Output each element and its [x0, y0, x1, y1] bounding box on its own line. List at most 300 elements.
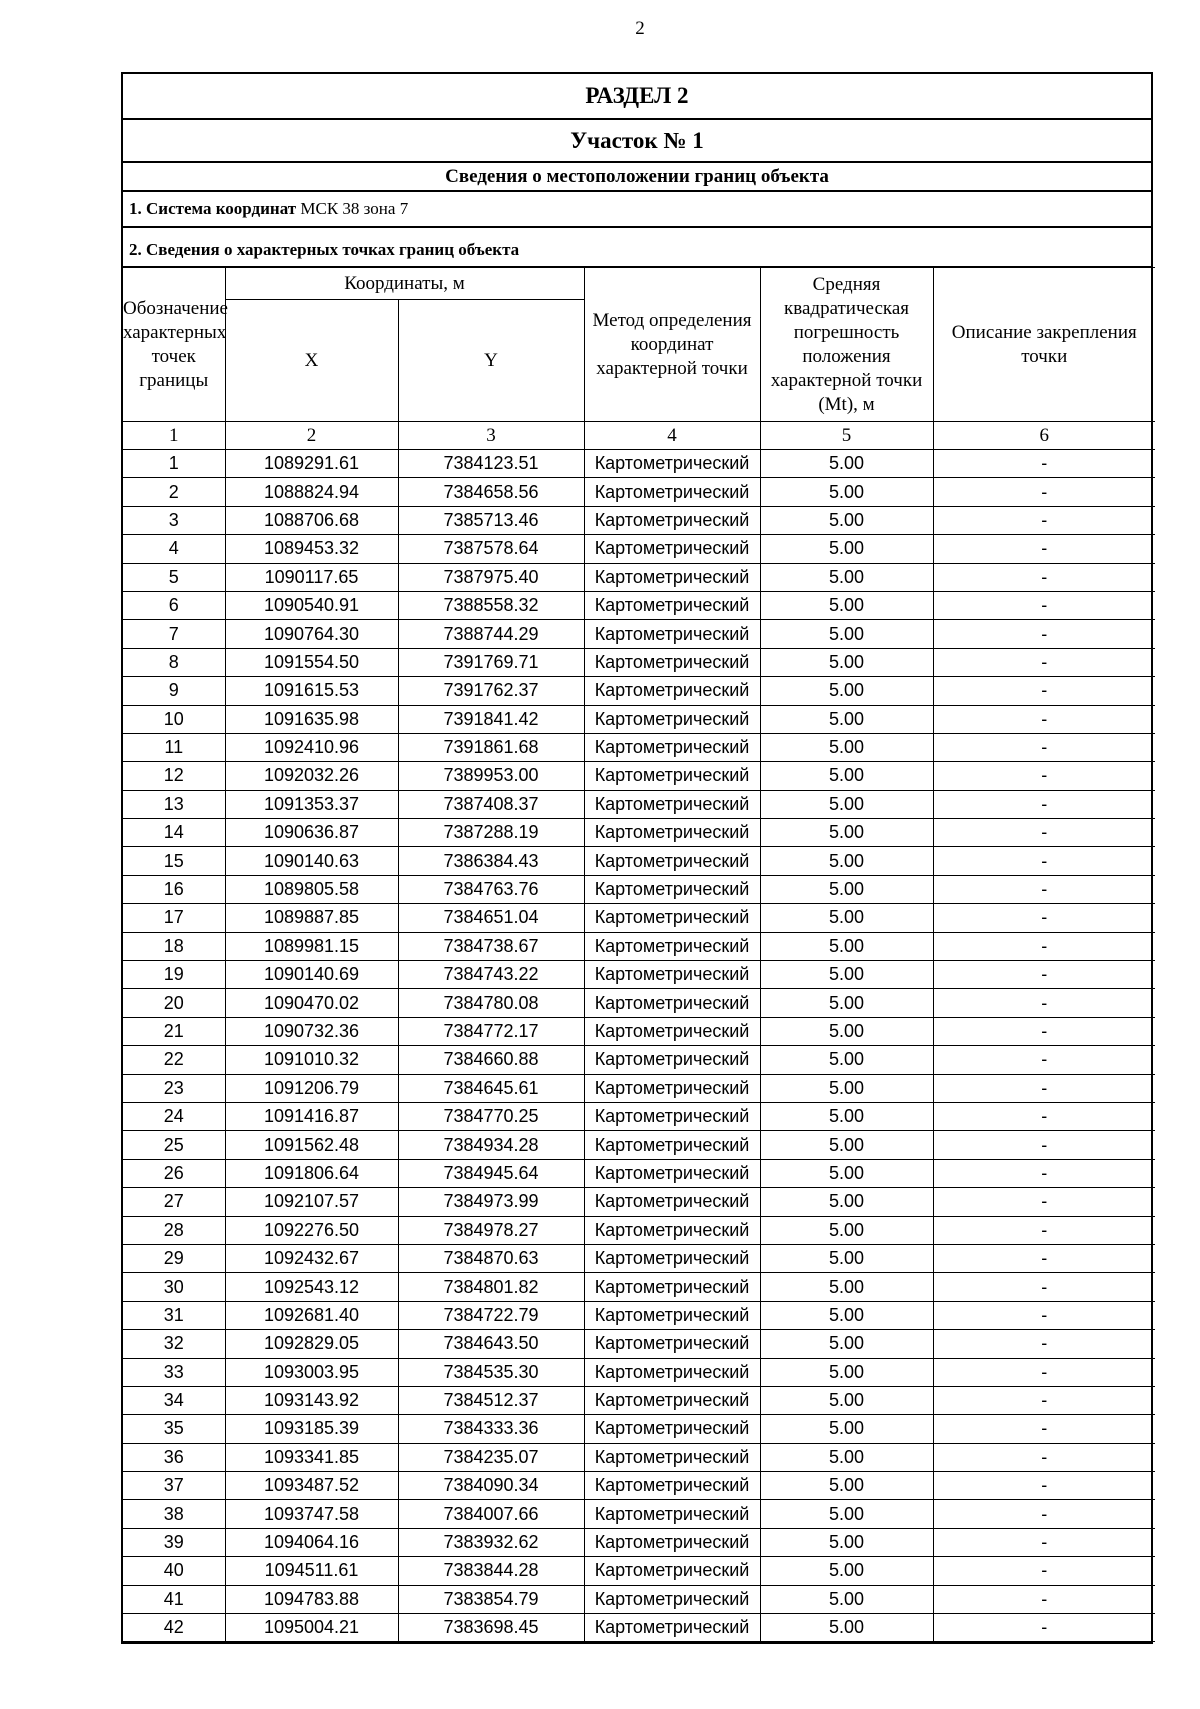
mt-value: 5.00	[760, 1102, 933, 1130]
mt-value: 5.00	[760, 1415, 933, 1443]
coord-x: 1089887.85	[225, 904, 398, 932]
mt-value: 5.00	[760, 762, 933, 790]
description: -	[933, 1244, 1155, 1272]
mt-value: 5.00	[760, 1301, 933, 1329]
point-number: 8	[123, 648, 225, 676]
mt-value: 5.00	[760, 535, 933, 563]
table-row	[123, 762, 1155, 790]
table-row	[123, 733, 1155, 761]
header-designation: Обозначение характерных точек границы	[123, 268, 225, 422]
table-row	[123, 1557, 1155, 1585]
point-number: 3	[123, 506, 225, 534]
coord-y: 7384643.50	[398, 1330, 584, 1358]
mt-value: 5.00	[760, 1017, 933, 1045]
coord-y: 7387578.64	[398, 535, 584, 563]
method: Картометрический	[584, 819, 760, 847]
mt-value: 5.00	[760, 1358, 933, 1386]
table-row	[123, 1017, 1155, 1045]
description: -	[933, 819, 1155, 847]
table-row	[123, 1358, 1155, 1386]
coord-x: 1091010.32	[225, 1046, 398, 1074]
table-row	[123, 620, 1155, 648]
table-row	[123, 1301, 1155, 1329]
point-number: 29	[123, 1244, 225, 1272]
description: -	[933, 620, 1155, 648]
method: Картометрический	[584, 478, 760, 506]
coord-y: 7383932.62	[398, 1528, 584, 1556]
mt-value: 5.00	[760, 1614, 933, 1642]
coord-y: 7383844.28	[398, 1557, 584, 1585]
description: -	[933, 1074, 1155, 1102]
point-number: 11	[123, 733, 225, 761]
coord-y: 7384090.34	[398, 1472, 584, 1500]
coord-x: 1093003.95	[225, 1358, 398, 1386]
point-number: 34	[123, 1386, 225, 1414]
coord-y: 7384738.67	[398, 932, 584, 960]
description: -	[933, 733, 1155, 761]
method: Картометрический	[584, 1301, 760, 1329]
mt-value: 5.00	[760, 620, 933, 648]
coord-x: 1091416.87	[225, 1102, 398, 1130]
boundary-points-table	[123, 267, 1155, 1642]
method: Картометрический	[584, 961, 760, 989]
table-row	[123, 1074, 1155, 1102]
description: -	[933, 705, 1155, 733]
coord-x: 1091554.50	[225, 648, 398, 676]
point-number: 16	[123, 875, 225, 903]
description: -	[933, 1017, 1155, 1045]
description: -	[933, 506, 1155, 534]
coord-x: 1094783.88	[225, 1585, 398, 1613]
description: -	[933, 1273, 1155, 1301]
coord-x: 1093487.52	[225, 1472, 398, 1500]
method: Картометрический	[584, 875, 760, 903]
coord-x: 1091353.37	[225, 790, 398, 818]
point-number: 32	[123, 1330, 225, 1358]
coord-system-value: МСК 38 зона 7	[300, 199, 409, 218]
mt-value: 5.00	[760, 506, 933, 534]
table-row	[123, 875, 1155, 903]
table-row	[123, 506, 1155, 534]
point-number: 7	[123, 620, 225, 648]
point-number: 28	[123, 1216, 225, 1244]
method: Картометрический	[584, 1046, 760, 1074]
description: -	[933, 1330, 1155, 1358]
coord-x: 1089805.58	[225, 875, 398, 903]
coord-x: 1091615.53	[225, 677, 398, 705]
description: -	[933, 1159, 1155, 1187]
page-number: 2	[635, 18, 645, 39]
description: -	[933, 1585, 1155, 1613]
point-number: 17	[123, 904, 225, 932]
table-row	[123, 1386, 1155, 1414]
coord-x: 1091206.79	[225, 1074, 398, 1102]
description: -	[933, 648, 1155, 676]
coord-y: 7384722.79	[398, 1301, 584, 1329]
table-row	[123, 1046, 1155, 1074]
point-number: 22	[123, 1046, 225, 1074]
table-row	[123, 705, 1155, 733]
document-sheet	[121, 72, 1153, 1644]
header-method: Метод определения координат характерной точки	[584, 268, 760, 422]
description: -	[933, 1046, 1155, 1074]
point-number: 27	[123, 1188, 225, 1216]
table-row	[123, 961, 1155, 989]
table-row	[123, 1614, 1155, 1642]
mt-value: 5.00	[760, 1244, 933, 1272]
mt-value: 5.00	[760, 904, 933, 932]
coord-x: 1088824.94	[225, 478, 398, 506]
method: Картометрический	[584, 450, 760, 478]
method: Картометрический	[584, 1273, 760, 1301]
table-row	[123, 1131, 1155, 1159]
table-row	[123, 1500, 1155, 1528]
coord-x: 1090540.91	[225, 591, 398, 619]
table-row	[123, 1159, 1155, 1187]
header-x: X	[225, 300, 398, 422]
method: Картометрический	[584, 932, 760, 960]
point-number: 21	[123, 1017, 225, 1045]
column-number: 2	[225, 422, 398, 450]
description: -	[933, 535, 1155, 563]
method: Картометрический	[584, 1074, 760, 1102]
coord-x: 1090117.65	[225, 563, 398, 591]
point-number: 4	[123, 535, 225, 563]
header-coordinates: Координаты, м	[225, 268, 584, 300]
column-number: 5	[760, 422, 933, 450]
description: -	[933, 1188, 1155, 1216]
mt-value: 5.00	[760, 478, 933, 506]
coord-x: 1092032.26	[225, 762, 398, 790]
description: -	[933, 1131, 1155, 1159]
coord-y: 7384512.37	[398, 1386, 584, 1414]
table-row	[123, 648, 1155, 676]
coord-y: 7384978.27	[398, 1216, 584, 1244]
description: -	[933, 932, 1155, 960]
mt-value: 5.00	[760, 1074, 933, 1102]
point-number: 14	[123, 819, 225, 847]
description: -	[933, 1102, 1155, 1130]
coord-system-label: 1. Система координат	[129, 199, 297, 218]
table-row	[123, 989, 1155, 1017]
coord-x: 1092681.40	[225, 1301, 398, 1329]
coord-y: 7384651.04	[398, 904, 584, 932]
coord-y: 7384763.76	[398, 875, 584, 903]
column-number-row	[123, 422, 1155, 450]
point-number: 26	[123, 1159, 225, 1187]
method: Картометрический	[584, 1131, 760, 1159]
point-number: 31	[123, 1301, 225, 1329]
coord-x: 1095004.21	[225, 1614, 398, 1642]
mt-value: 5.00	[760, 1273, 933, 1301]
coord-y: 7384007.66	[398, 1500, 584, 1528]
method: Картометрический	[584, 1330, 760, 1358]
coord-y: 7384658.56	[398, 478, 584, 506]
coord-x: 1092107.57	[225, 1188, 398, 1216]
plot-title: Участок № 1	[123, 120, 1151, 163]
coord-y: 7387288.19	[398, 819, 584, 847]
point-number: 5	[123, 563, 225, 591]
description: -	[933, 875, 1155, 903]
table-row	[123, 591, 1155, 619]
coord-y: 7391762.37	[398, 677, 584, 705]
method: Картометрический	[584, 1500, 760, 1528]
coord-x: 1093341.85	[225, 1443, 398, 1471]
coord-x: 1089291.61	[225, 450, 398, 478]
method: Картометрический	[584, 904, 760, 932]
description: -	[933, 1472, 1155, 1500]
mt-value: 5.00	[760, 1046, 933, 1074]
column-number: 6	[933, 422, 1155, 450]
point-number: 13	[123, 790, 225, 818]
description: -	[933, 961, 1155, 989]
coord-x: 1092410.96	[225, 733, 398, 761]
point-number: 42	[123, 1614, 225, 1642]
method: Картометрический	[584, 1102, 760, 1130]
coord-x: 1090140.63	[225, 847, 398, 875]
method: Картометрический	[584, 1244, 760, 1272]
coord-x: 1089453.32	[225, 535, 398, 563]
point-number: 20	[123, 989, 225, 1017]
description: -	[933, 989, 1155, 1017]
point-number: 12	[123, 762, 225, 790]
point-number: 9	[123, 677, 225, 705]
table-body	[123, 450, 1155, 1642]
coord-y: 7386384.43	[398, 847, 584, 875]
coord-y: 7384660.88	[398, 1046, 584, 1074]
table-row	[123, 450, 1155, 478]
column-number: 3	[398, 422, 584, 450]
coord-y: 7384801.82	[398, 1273, 584, 1301]
method: Картометрический	[584, 506, 760, 534]
coord-y: 7384772.17	[398, 1017, 584, 1045]
coord-x: 1092829.05	[225, 1330, 398, 1358]
coord-y: 7384333.36	[398, 1415, 584, 1443]
description: -	[933, 478, 1155, 506]
coord-x: 1090764.30	[225, 620, 398, 648]
description: -	[933, 1557, 1155, 1585]
coord-y: 7387975.40	[398, 563, 584, 591]
point-number: 35	[123, 1415, 225, 1443]
method: Картометрический	[584, 620, 760, 648]
mt-value: 5.00	[760, 591, 933, 619]
coord-y: 7387408.37	[398, 790, 584, 818]
table-row	[123, 819, 1155, 847]
header-y: Y	[398, 300, 584, 422]
description: -	[933, 1614, 1155, 1642]
mt-value: 5.00	[760, 1188, 933, 1216]
coord-x: 1091562.48	[225, 1131, 398, 1159]
point-number: 30	[123, 1273, 225, 1301]
coord-y: 7384945.64	[398, 1159, 584, 1187]
method: Картометрический	[584, 648, 760, 676]
description: -	[933, 450, 1155, 478]
table-row	[123, 1102, 1155, 1130]
mt-value: 5.00	[760, 989, 933, 1017]
mt-value: 5.00	[760, 1159, 933, 1187]
coord-x: 1088706.68	[225, 506, 398, 534]
coord-y: 7388744.29	[398, 620, 584, 648]
mt-value: 5.00	[760, 875, 933, 903]
description: -	[933, 1443, 1155, 1471]
coord-y: 7383854.79	[398, 1585, 584, 1613]
coord-x: 1092432.67	[225, 1244, 398, 1272]
method: Картометрический	[584, 677, 760, 705]
coord-x: 1090636.87	[225, 819, 398, 847]
mt-value: 5.00	[760, 1472, 933, 1500]
table-row	[123, 1528, 1155, 1556]
method: Картометрический	[584, 563, 760, 591]
method: Картометрический	[584, 733, 760, 761]
table-row	[123, 1443, 1155, 1471]
description: -	[933, 1415, 1155, 1443]
method: Картометрический	[584, 1443, 760, 1471]
description: -	[933, 847, 1155, 875]
method: Картометрический	[584, 1585, 760, 1613]
coord-y: 7391861.68	[398, 733, 584, 761]
column-number: 4	[584, 422, 760, 450]
mt-value: 5.00	[760, 1443, 933, 1471]
coord-y: 7384123.51	[398, 450, 584, 478]
description: -	[933, 1301, 1155, 1329]
table-row	[123, 677, 1155, 705]
mt-value: 5.00	[760, 1330, 933, 1358]
coord-y: 7389953.00	[398, 762, 584, 790]
mt-value: 5.00	[760, 961, 933, 989]
coord-y: 7384770.25	[398, 1102, 584, 1130]
mt-value: 5.00	[760, 1500, 933, 1528]
coord-y: 7385713.46	[398, 506, 584, 534]
description: -	[933, 563, 1155, 591]
table-row	[123, 1415, 1155, 1443]
point-number: 24	[123, 1102, 225, 1130]
table-row	[123, 563, 1155, 591]
description: -	[933, 1216, 1155, 1244]
point-number: 19	[123, 961, 225, 989]
coord-x: 1090470.02	[225, 989, 398, 1017]
mt-value: 5.00	[760, 1131, 933, 1159]
table-row	[123, 1273, 1155, 1301]
method: Картометрический	[584, 1159, 760, 1187]
coord-y: 7384870.63	[398, 1244, 584, 1272]
point-number: 41	[123, 1585, 225, 1613]
coord-y: 7384535.30	[398, 1358, 584, 1386]
coord-x: 1094511.61	[225, 1557, 398, 1585]
point-number: 1	[123, 450, 225, 478]
description: -	[933, 1528, 1155, 1556]
method: Картометрический	[584, 1216, 760, 1244]
mt-value: 5.00	[760, 790, 933, 818]
coord-x: 1093747.58	[225, 1500, 398, 1528]
method: Картометрический	[584, 1358, 760, 1386]
coord-x: 1089981.15	[225, 932, 398, 960]
coord-y: 7384645.61	[398, 1074, 584, 1102]
subtitle: Сведения о местоположении границ объекта	[123, 163, 1151, 192]
mt-value: 5.00	[760, 563, 933, 591]
mt-value: 5.00	[760, 819, 933, 847]
coord-y: 7391841.42	[398, 705, 584, 733]
coord-y: 7384743.22	[398, 961, 584, 989]
mt-value: 5.00	[760, 1386, 933, 1414]
coord-y: 7384780.08	[398, 989, 584, 1017]
coord-y: 7384973.99	[398, 1188, 584, 1216]
description: -	[933, 1358, 1155, 1386]
mt-value: 5.00	[760, 450, 933, 478]
coord-x: 1094064.16	[225, 1528, 398, 1556]
points-label: 2. Сведения о характерных точках границ объекта	[123, 228, 1151, 267]
coord-x: 1091635.98	[225, 705, 398, 733]
coord-system-row	[123, 192, 1151, 228]
method: Картометрический	[584, 1472, 760, 1500]
mt-value: 5.00	[760, 847, 933, 875]
coord-x: 1090732.36	[225, 1017, 398, 1045]
coord-x: 1091806.64	[225, 1159, 398, 1187]
method: Картометрический	[584, 1386, 760, 1414]
method: Картометрический	[584, 1528, 760, 1556]
method: Картометрический	[584, 1557, 760, 1585]
description: -	[933, 904, 1155, 932]
description: -	[933, 591, 1155, 619]
mt-value: 5.00	[760, 1528, 933, 1556]
table-row	[123, 790, 1155, 818]
point-number: 38	[123, 1500, 225, 1528]
point-number: 40	[123, 1557, 225, 1585]
coord-y: 7384235.07	[398, 1443, 584, 1471]
method: Картометрический	[584, 762, 760, 790]
point-number: 23	[123, 1074, 225, 1102]
mt-value: 5.00	[760, 677, 933, 705]
section-title: РАЗДЕЛ 2	[123, 74, 1151, 120]
mt-value: 5.00	[760, 648, 933, 676]
point-number: 33	[123, 1358, 225, 1386]
description: -	[933, 1500, 1155, 1528]
table-row	[123, 478, 1155, 506]
description: -	[933, 762, 1155, 790]
point-number: 25	[123, 1131, 225, 1159]
column-number: 1	[123, 422, 225, 450]
point-number: 37	[123, 1472, 225, 1500]
coord-x: 1090140.69	[225, 961, 398, 989]
point-number: 10	[123, 705, 225, 733]
point-number: 15	[123, 847, 225, 875]
method: Картометрический	[584, 1415, 760, 1443]
table-row	[123, 847, 1155, 875]
table-row	[123, 1585, 1155, 1613]
method: Картометрический	[584, 1614, 760, 1642]
mt-value: 5.00	[760, 705, 933, 733]
method: Картометрический	[584, 847, 760, 875]
mt-value: 5.00	[760, 733, 933, 761]
table-row	[123, 1472, 1155, 1500]
table-row	[123, 1244, 1155, 1272]
coord-x: 1093185.39	[225, 1415, 398, 1443]
coord-x: 1092543.12	[225, 1273, 398, 1301]
method: Картометрический	[584, 705, 760, 733]
table-row	[123, 535, 1155, 563]
table-row	[123, 904, 1155, 932]
description: -	[933, 677, 1155, 705]
coord-y: 7384934.28	[398, 1131, 584, 1159]
table-row	[123, 1330, 1155, 1358]
header-error: Средняя квадратическая погрешность положения характерной точки (Mt), м	[760, 268, 933, 422]
mt-value: 5.00	[760, 1216, 933, 1244]
coord-y: 7383698.45	[398, 1614, 584, 1642]
table-row	[123, 1188, 1155, 1216]
method: Картометрический	[584, 591, 760, 619]
coord-y: 7391769.71	[398, 648, 584, 676]
point-number: 36	[123, 1443, 225, 1471]
method: Картометрический	[584, 989, 760, 1017]
